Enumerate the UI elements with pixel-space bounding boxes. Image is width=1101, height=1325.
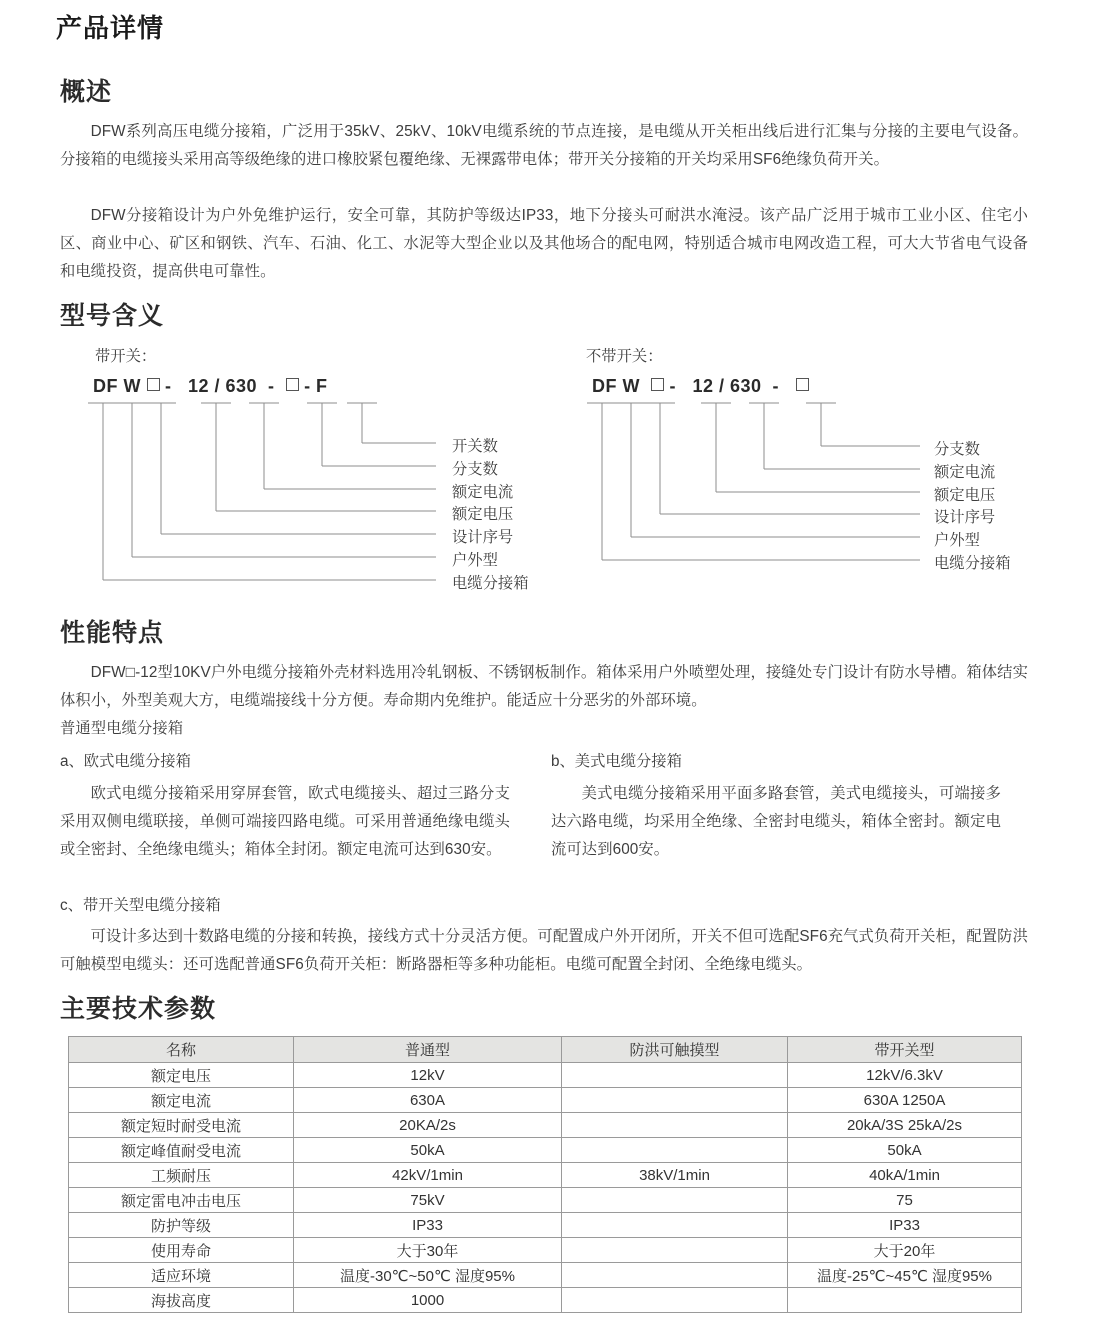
table-cell-name: 额定电压 xyxy=(69,1063,294,1088)
section-heading-model-meaning: 型号含义 xyxy=(60,302,165,330)
subsection-text-c: 可设计多达到十数路电缆的分接和转换，接线方式十分灵活方便。可配置成户外开闭所，开关不但可选配SF6充气式负荷开关柜，配置防洪可触模型电缆头：还可选配普通SF6负荷开关柜：断路器柜等多种功能柜。电缆可配置全封闭、全绝缘电缆头。 xyxy=(60,928,1028,973)
table-cell-switch: 大于20年 xyxy=(788,1238,1022,1263)
model-code-without-switch: DF W - 12 / 630 - xyxy=(592,376,809,397)
diagram-label-branch-count-2: 分支数 xyxy=(934,441,980,458)
table-cell-flood xyxy=(562,1263,788,1288)
diagram-caption-with-switch: 带开关： xyxy=(95,348,157,365)
section-heading-overview: 概述 xyxy=(60,78,113,106)
performance-intro: DFW□-12型10KV户外电缆分接箱外壳材料选用冷轧钢板、不锈钢板制作。箱体采用户外喷塑处理，接缝处专门设计有防水导槽。箱体结实体积小，外型美观大方，电缆端接线十分方便。寿命期内免维护。能适应十分恶劣的外部环境。 xyxy=(60,664,1028,709)
table-row xyxy=(69,1113,1022,1138)
diagram-label-rated-current: 额定电流 xyxy=(452,484,514,501)
table-row xyxy=(69,1263,1022,1288)
table-header-cell-flood: 防洪可触摸型 xyxy=(562,1037,788,1063)
diagram-label-rated-current-2: 额定电流 xyxy=(934,464,996,481)
diagram-label-outdoor-type-2: 户外型 xyxy=(934,532,980,549)
table-cell-name: 额定短时耐受电流 xyxy=(69,1113,294,1138)
table-cell-switch: 12kV/6.3kV xyxy=(788,1063,1022,1088)
table-cell-switch: IP33 xyxy=(788,1213,1022,1238)
diagram-label-cable-branch-box-2: 电缆分接箱 xyxy=(934,555,1011,572)
table-cell-name: 额定峰值耐受电流 xyxy=(69,1138,294,1163)
diagram-label-switch-count: 开关数 xyxy=(452,438,498,455)
table-cell-name: 使用寿命 xyxy=(69,1238,294,1263)
table-cell-switch xyxy=(788,1288,1022,1313)
ordinary-type-label: 普通型电缆分接箱 xyxy=(60,720,184,737)
table-cell-flood xyxy=(562,1138,788,1163)
section-heading-tech-params: 主要技术参数 xyxy=(60,995,217,1023)
table-header-cell-name: 名称 xyxy=(69,1037,294,1063)
table-cell-switch: 40kA/1min xyxy=(788,1163,1022,1188)
table-row xyxy=(69,1088,1022,1113)
table-row xyxy=(69,1138,1022,1163)
page-title: 产品详情 xyxy=(56,13,165,43)
table-cell-plain: 42kV/1min xyxy=(294,1163,562,1188)
subsection-label-b: b、美式电缆分接箱 xyxy=(551,753,682,770)
diagram-label-outdoor-type: 户外型 xyxy=(452,552,498,569)
table-cell-flood xyxy=(562,1213,788,1238)
diagram-label-rated-voltage: 额定电压 xyxy=(452,506,514,523)
table-header-row xyxy=(69,1037,1022,1063)
table-cell-switch: 20kA/3S 25kA/2s xyxy=(788,1113,1022,1138)
table-cell-plain: 50kA xyxy=(294,1138,562,1163)
table-cell-name: 适应环境 xyxy=(69,1263,294,1288)
table-cell-plain: 大于30年 xyxy=(294,1238,562,1263)
table-cell-switch: 75 xyxy=(788,1188,1022,1213)
overview-paragraph-1: DFW系列高压电缆分接箱，广泛用于35kV、25kV、10kV电缆系统的节点连接，是电缆从开关柜出线后进行汇集与分接的主要电气设备。分接箱的电缆接头采用高等级绝缘的进口橡胶紧包覆绝缘、无裸露带电体；带开关分接箱的开关均采用SF6绝缘负荷开关。 xyxy=(60,123,1028,168)
table-body xyxy=(69,1063,1022,1313)
diagram-label-design-serial-2: 设计序号 xyxy=(934,509,996,526)
table-cell-plain: 12kV xyxy=(294,1063,562,1088)
model-code-with-switch: DF W - 12 / 630 - - F xyxy=(93,376,328,396)
table-cell-switch: 50kA xyxy=(788,1138,1022,1163)
subsection-text-b: 美式电缆分接箱采用平面多路套管，美式电缆接头，可端接多达六路电缆，均采用全绝缘、全密封电缆头，箱体全密封。额定电流可达到600安。 xyxy=(551,785,1001,858)
table-cell-flood: 38kV/1min xyxy=(562,1163,788,1188)
table-row xyxy=(69,1238,1022,1263)
table-cell-switch: 温度-25℃~45℃ 湿度95% xyxy=(788,1263,1022,1288)
table-cell-plain: 温度-30℃~50℃ 湿度95% xyxy=(294,1263,562,1288)
table-cell-flood xyxy=(562,1088,788,1113)
diagram-label-rated-voltage-2: 额定电压 xyxy=(934,487,996,504)
table-row xyxy=(69,1063,1022,1088)
table-cell-name: 海拔高度 xyxy=(69,1288,294,1313)
table-cell-flood xyxy=(562,1063,788,1088)
table-cell-flood xyxy=(562,1238,788,1263)
table-cell-plain: 1000 xyxy=(294,1288,562,1313)
subsection-text-a: 欧式电缆分接箱采用穿屏套管，欧式电缆接头、超过三路分支采用双侧电缆联接，单侧可端接四路电缆。可采用普通绝缘电缆头或全密封、全绝缘电缆头；箱体全封闭。额定电流可达到630安。 xyxy=(60,785,510,858)
diagram-label-cable-branch-box: 电缆分接箱 xyxy=(452,575,529,592)
table-row xyxy=(69,1188,1022,1213)
table-cell-flood xyxy=(562,1288,788,1313)
overview-paragraph-2: DFW分接箱设计为户外免维护运行，安全可靠，其防护等级达IP33，地下分接头可耐洪水淹浸。该产品广泛用于城市工业小区、住宅小区、商业中心、矿区和钢铁、汽车、石油、化工、水泥等大型企业以及其他场合的配电网，特别适合城市电网改造工程，可大大节省电气设备和电缆投资，提高供电可靠性。 xyxy=(60,207,1028,280)
table-row xyxy=(69,1213,1022,1238)
model-diagram-without-switch xyxy=(0,0,1101,600)
table-cell-name: 额定电流 xyxy=(69,1088,294,1113)
table-cell-name: 额定雷电冲击电压 xyxy=(69,1188,294,1213)
diagram-label-design-serial: 设计序号 xyxy=(452,529,514,546)
table-header-cell-plain: 普通型 xyxy=(294,1037,562,1063)
section-heading-performance: 性能特点 xyxy=(60,619,165,647)
table-cell-plain: 630A xyxy=(294,1088,562,1113)
subsection-label-a: a、欧式电缆分接箱 xyxy=(60,753,191,770)
table-cell-plain: 20KA/2s xyxy=(294,1113,562,1138)
table-cell-name: 防护等级 xyxy=(69,1213,294,1238)
table-cell-flood xyxy=(562,1188,788,1213)
table-header-cell-switch: 带开关型 xyxy=(788,1037,1022,1063)
table-cell-switch: 630A 1250A xyxy=(788,1088,1022,1113)
diagram-caption-without-switch: 不带开关： xyxy=(586,348,663,365)
tech-params-table xyxy=(68,1036,1022,1313)
diagram-label-branch-count: 分支数 xyxy=(452,461,498,478)
table-cell-plain: 75kV xyxy=(294,1188,562,1213)
table-row xyxy=(69,1163,1022,1188)
table-cell-name: 工频耐压 xyxy=(69,1163,294,1188)
table-cell-plain: IP33 xyxy=(294,1213,562,1238)
table-cell-flood xyxy=(562,1113,788,1138)
subsection-label-c: c、带开关型电缆分接箱 xyxy=(60,897,221,914)
table-row xyxy=(69,1288,1022,1313)
